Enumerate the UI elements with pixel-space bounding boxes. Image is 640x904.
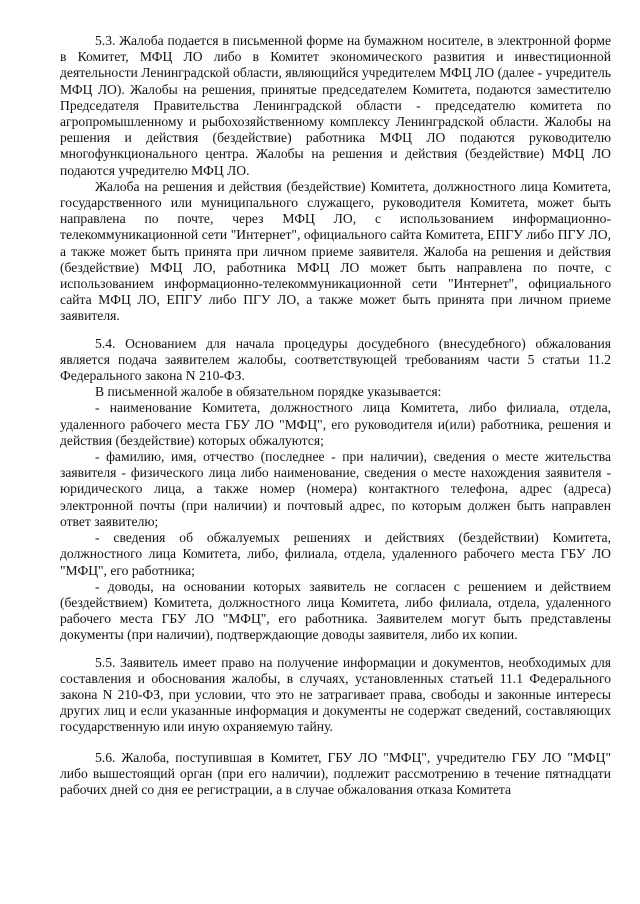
list-item-authority-name: - наименование Комитета, должностного лица Комитета, либо филиала, отдела, удаленного рабочего места ГБУ ЛО "МФЦ", его руководителя и(или) работника, решения и действия (бездействие) которых обжалуются;	[60, 400, 611, 448]
document-body	[60, 33, 611, 798]
paragraph-required-fields-intro: В письменной жалобе в обязательном порядке указывается:	[95, 384, 442, 400]
list-item-applicant-details: - фамилию, имя, отчество (последнее - при наличии), сведения о месте жительства заявителя - физического лица либо наименование, сведения о месте нахождения заявителя - юридического лица, а также номер (номера) контактного телефона, адрес (адреса) электронной почты (при наличии) и почтовый адрес, по которым должен быть направлен ответ заявителю;	[60, 449, 611, 529]
paragraph-complaint-channels: Жалоба на решения и действия (бездействие) Комитета, должностного лица Комитета, государственного или муниципального служащего, руководителя Комитета, может быть направлена по почте, через МФЦ ЛО, с использованием информационно-телекоммуникационной сети "Интернет", официального сайта Комитета, ЕПГУ либо ПГУ ЛО, а также может быть принята при личном приеме заявителя. Жалоба на решения и действия (бездействие) МФЦ ЛО, работника МФЦ ЛО может быть направлена по почте, с использованием информационно-телекоммуникационной сети "Интернет", официального сайта МФЦ ЛО, ЕПГУ либо ПГУ ЛО, а также может быть принята при личном приеме заявителя.	[60, 178, 611, 324]
paragraph-5-6: 5.6. Жалоба, поступившая в Комитет, ГБУ ЛО "МФЦ", учредителю ГБУ ЛО "МФЦ" либо вышестоящий орган (при его наличии), подлежит рассмотрению в течение пятнадцати рабочих дней со дня ее регистрации, а в случае обжалования отказа Комитета	[60, 749, 611, 797]
paragraph-5-3: 5.3. Жалоба подается в письменной форме на бумажном носителе, в электронной форме в Комитет, МФЦ ЛО либо в Комитет экономического развития и инвестиционной деятельности Ленинградской области, являющийся учредителем МФЦ ЛО (далее - учредитель МФЦ ЛО). Жалобы на решения, принятые председателем Комитета, подаются заместителю Председателя Правительства Ленинградской области - председателю комитета по агропромышленному и рыбохозяйственному комплексу Ленинградской области. Жалобы на решения и действия (бездействие) работника МФЦ ЛО подаются руководителю многофункционального центра. Жалобы на решения и действия (бездействие) МФЦ ЛО подаются учредителю МФЦ ЛО.	[60, 33, 611, 178]
paragraph-5-5: 5.5. Заявитель имеет право на получение информации и документов, необходимых для составления и обоснования жалобы, в случаях, установленных статьей 11.1 Федерального закона N 210-ФЗ, при условии, что это не затрагивает права, свободы и законные интересы других лиц и если указанные информация и документы не содержат сведений, составляющих государственную или иную охраняемую тайну.	[60, 654, 611, 735]
list-item-appealed-decisions: - сведения об обжалуемых решениях и действиях (бездействии) Комитета, должностного лица Комитета, либо, филиала, отдела, удаленного рабочего места ГБУ ЛО "МФЦ", его работника;	[60, 530, 611, 578]
list-item-arguments: - доводы, на основании которых заявитель не согласен с решением и действием (бездействием) Комитета, должностного лица Комитета, либо филиала, отдела, удаленного рабочего места ГБУ ЛО "МФЦ", его работника. Заявителем могут быть представлены документы (при наличии), подтверждающие доводы заявителя, либо их копии.	[60, 578, 611, 643]
paragraph-5-4: 5.4. Основанием для начала процедуры досудебного (внесудебного) обжалования является подача заявителем жалобы, соответствующей требованиям части 5 статьи 11.2 Федерального закона N 210-ФЗ.	[60, 335, 611, 384]
